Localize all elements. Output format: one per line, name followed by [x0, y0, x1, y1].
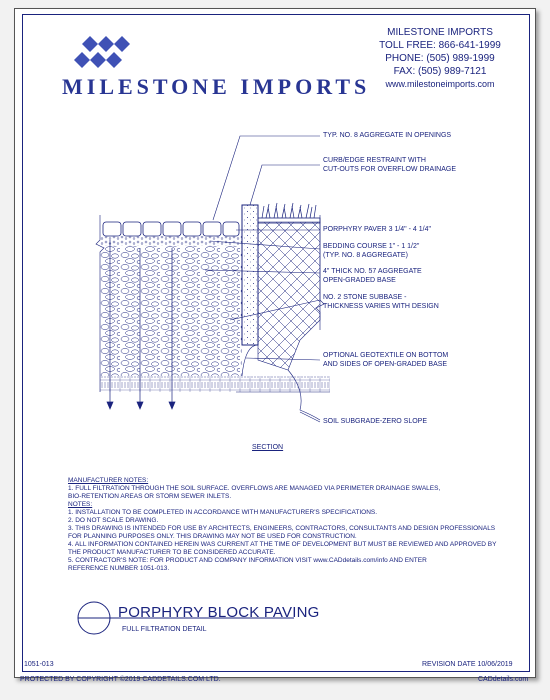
contact-fax: FAX: (505) 989-7121	[393, 66, 487, 77]
callout-base-line2: OPEN-GRADED BASE	[323, 277, 396, 284]
contact-toll-free: TOLL FREE: 866-641-1999	[379, 40, 501, 51]
revision-date: REVISION DATE 10/06/2019	[422, 661, 513, 668]
note-line: 1. INSTALLATION TO BE COMPLETED IN ACCORDANCE WITH MANUFACTURER'S SPECIFICATIONS.	[68, 509, 378, 516]
contact-website[interactable]: www.milestoneimports.com	[385, 79, 495, 89]
note-line: THE PRODUCT MANUFACTURER TO BE CONSIDERED ACCURATE.	[68, 549, 276, 556]
copyright-text: PROTECTED BY COPYRIGHT ©2019 CADDETAILS.COM LTD.	[20, 676, 221, 683]
callout-curb-line2: CUT-OUTS FOR OVERFLOW DRAINAGE	[323, 166, 457, 173]
contact-company: MILESTONE IMPORTS	[387, 27, 493, 38]
note-line: FOR PLANNING PURPOSES ONLY. THIS DRAWING MAY NOT BE USED FOR CONSTRUCTION.	[68, 533, 357, 540]
callout-aggregate-openings: TYP. NO. 8 AGGREGATE IN OPENINGS	[323, 132, 452, 139]
note-line: REFERENCE NUMBER 1051-013.	[68, 565, 170, 572]
callout-geotextile-line1: OPTIONAL GEOTEXTILE ON BOTTOM	[323, 352, 449, 359]
note-line: 4. ALL INFORMATION CONTAINED HEREIN WAS CURRENT AT THE TIME OF DEVELOPMENT BUT MUST BE REVIEWED AND APPROVED BY	[68, 541, 497, 548]
callout-bedding-line1: BEDDING COURSE 1" - 1 1/2"	[323, 243, 420, 250]
note-line: 2. DO NOT SCALE DRAWING.	[68, 517, 159, 524]
note-line: 3. THIS DRAWING IS INTENDED FOR USE BY ARCHITECTS, ENGINEERS, CONTRACTORS, CONSULTANTS AND DESIGN PROFESSIONALS	[68, 525, 496, 532]
callout-geotextile-line2: AND SIDES OF OPEN-GRADED BASE	[323, 361, 448, 368]
contact-phone: PHONE: (505) 989-1999	[385, 53, 495, 64]
notes-heading: NOTES:	[68, 501, 93, 508]
callout-subbase-line1: NO. 2 STONE SUBBASE -	[323, 294, 407, 301]
callout-bedding-line2: (TYP. NO. 8 AGGREGATE)	[323, 252, 408, 259]
manufacturer-note-line: BIO-RETENTION AREAS OR STORM SEWER INLETS.	[68, 493, 232, 500]
callout-base-line1: 4" THICK NO. 57 AGGREGATE	[323, 268, 422, 275]
note-line: 5. CONTRACTOR'S NOTE: FOR PRODUCT AND COMPANY INFORMATION VISIT www.CADdetails.com/info AND ENTER	[68, 557, 427, 564]
manufacturer-notes-heading: MANUFACTURER NOTES:	[68, 477, 149, 484]
drawing-number: 1051-013	[24, 661, 54, 668]
caddetails-link[interactable]: CADdetails.com	[478, 676, 529, 683]
callout-subbase-line2: THICKNESS VARIES WITH DESIGN	[323, 303, 439, 310]
callout-curb-line1: CURB/EDGE RESTRAINT WITH	[323, 157, 426, 164]
drawing-subtitle: FULL FILTRATION DETAIL	[122, 626, 207, 633]
callout-subgrade: SOIL SUBGRADE-ZERO SLOPE	[323, 418, 427, 425]
manufacturer-note-line: 1. FULL FILTRATION THROUGH THE SOIL SURFACE. OVERFLOWS ARE MANAGED VIA PERIMETER DRAINAGE SWALES,	[68, 485, 441, 492]
section-label: SECTION	[252, 444, 284, 451]
callout-paver: PORPHYRY PAVER 3 1/4" - 4 1/4"	[323, 226, 431, 233]
notes-block	[68, 477, 496, 573]
logo-wordmark: MILESTONE IMPORTS	[62, 74, 371, 99]
drawing-title: PORPHYRY BLOCK PAVING	[118, 604, 320, 621]
